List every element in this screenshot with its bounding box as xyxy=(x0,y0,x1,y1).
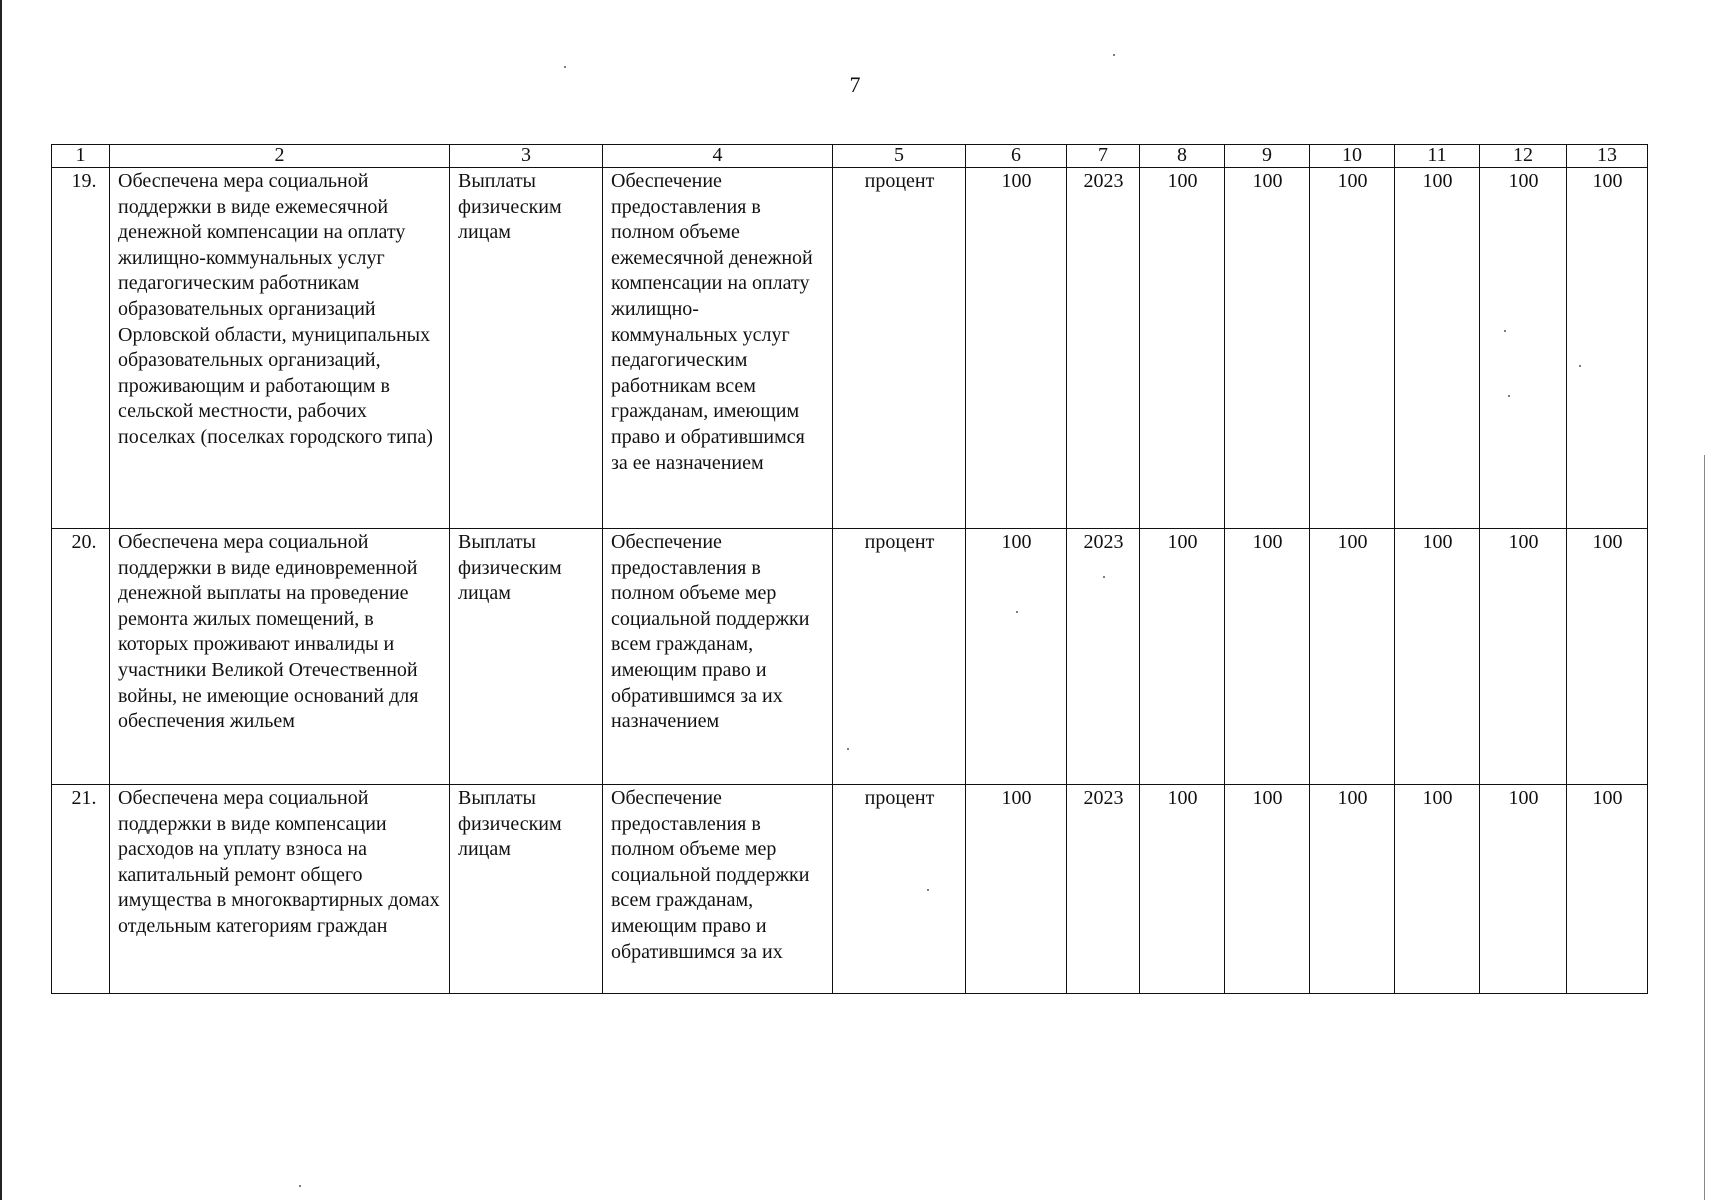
value-col-9: 100 xyxy=(1225,168,1310,529)
measure-description: Обеспечена мера социальной поддержки в виде компенсации расходов на уплату взноса на капитальный ремонт общего имущества в многоквартирных домах отдельным категориям граждан xyxy=(110,785,450,994)
header-row xyxy=(52,145,1648,168)
value-col-10: 100 xyxy=(1310,529,1395,785)
unit-of-measure: процент xyxy=(833,529,966,785)
row-number: 20. xyxy=(52,529,110,785)
unit-of-measure: процент xyxy=(833,785,966,994)
value-col-11: 100 xyxy=(1395,785,1480,994)
table-row xyxy=(52,529,1648,785)
scan-speck xyxy=(1016,611,1018,613)
column-header: 8 xyxy=(1140,145,1225,168)
base-year: 2023 xyxy=(1067,168,1140,529)
expected-result: Обеспечение предоставления в полном объеме мер социальной поддержки всем гражданам, имеющим право и обратившимся за их xyxy=(603,785,833,994)
column-header: 1 xyxy=(52,145,110,168)
row-number: 19. xyxy=(52,168,110,529)
page-number: 7 xyxy=(849,72,861,97)
value-col-11: 100 xyxy=(1395,529,1480,785)
value-col-10: 100 xyxy=(1310,168,1395,529)
row-number: 21. xyxy=(52,785,110,994)
column-header: 11 xyxy=(1395,145,1480,168)
indicators-table xyxy=(51,144,1648,994)
scan-speck xyxy=(1103,576,1105,578)
column-header: 7 xyxy=(1067,145,1140,168)
measure-description: Обеспечена мера социальной поддержки в виде единовременной денежной выплаты на проведение ремонта жилых помещений, в которых проживают инвалиды и участники Великой Отечественной войны, не имеющие оснований для обеспечения жильем xyxy=(110,529,450,785)
unit-of-measure: процент xyxy=(833,168,966,529)
column-header: 2 xyxy=(110,145,450,168)
value-col-10: 100 xyxy=(1310,785,1395,994)
measure-description: Обеспечена мера социальной поддержки в виде ежемесячной денежной компенсации на оплату жилищно-коммунальных услуг педагогическим работникам образовательных организаций Орловской области, муниципальных образовательных организаций, проживающим и работающим в сельской местности, рабочих поселках (поселках городского типа) xyxy=(110,168,450,529)
scan-speck xyxy=(1508,395,1510,397)
column-header: 4 xyxy=(603,145,833,168)
scan-speck xyxy=(1579,365,1581,367)
scan-speck xyxy=(847,748,849,750)
right-edge-rule xyxy=(1704,455,1705,1200)
table-row xyxy=(52,168,1648,529)
value-col-8: 100 xyxy=(1140,529,1225,785)
column-header: 3 xyxy=(450,145,603,168)
scan-speck xyxy=(564,66,566,68)
expected-result: Обеспечение предоставления в полном объеме ежемесячной денежной компенсации на оплату жилищно-коммунальных услуг педагогическим работникам всем гражданам, имеющим право и обратившимся за ее назначением xyxy=(603,168,833,529)
value-col-12: 100 xyxy=(1480,529,1567,785)
base-year: 2023 xyxy=(1067,785,1140,994)
value-col-12: 100 xyxy=(1480,168,1567,529)
value-col-9: 100 xyxy=(1225,529,1310,785)
measure-type: Выплаты физическим лицам xyxy=(450,529,603,785)
scan-speck xyxy=(1504,330,1506,332)
expected-result: Обеспечение предоставления в полном объеме мер социальной поддержки всем гражданам, имеющим право и обратившимся за их назначением xyxy=(603,529,833,785)
base-value: 100 xyxy=(966,785,1067,994)
column-header: 12 xyxy=(1480,145,1567,168)
column-header: 10 xyxy=(1310,145,1395,168)
measure-type: Выплаты физическим лицам xyxy=(450,785,603,994)
base-year: 2023 xyxy=(1067,529,1140,785)
left-edge-rule xyxy=(0,0,2,1200)
scan-speck xyxy=(1113,54,1115,56)
column-header: 9 xyxy=(1225,145,1310,168)
column-header: 6 xyxy=(966,145,1067,168)
column-header: 13 xyxy=(1567,145,1648,168)
value-col-13: 100 xyxy=(1567,168,1648,529)
base-value: 100 xyxy=(966,168,1067,529)
value-col-11: 100 xyxy=(1395,168,1480,529)
table-row xyxy=(52,785,1648,994)
measure-type: Выплаты физическим лицам xyxy=(450,168,603,529)
value-col-13: 100 xyxy=(1567,529,1648,785)
value-col-8: 100 xyxy=(1140,785,1225,994)
value-col-13: 100 xyxy=(1567,785,1648,994)
value-col-12: 100 xyxy=(1480,785,1567,994)
value-col-8: 100 xyxy=(1140,168,1225,529)
scan-speck xyxy=(299,1185,301,1187)
value-col-9: 100 xyxy=(1225,785,1310,994)
scan-speck xyxy=(927,889,929,891)
column-header: 5 xyxy=(833,145,966,168)
base-value: 100 xyxy=(966,529,1067,785)
